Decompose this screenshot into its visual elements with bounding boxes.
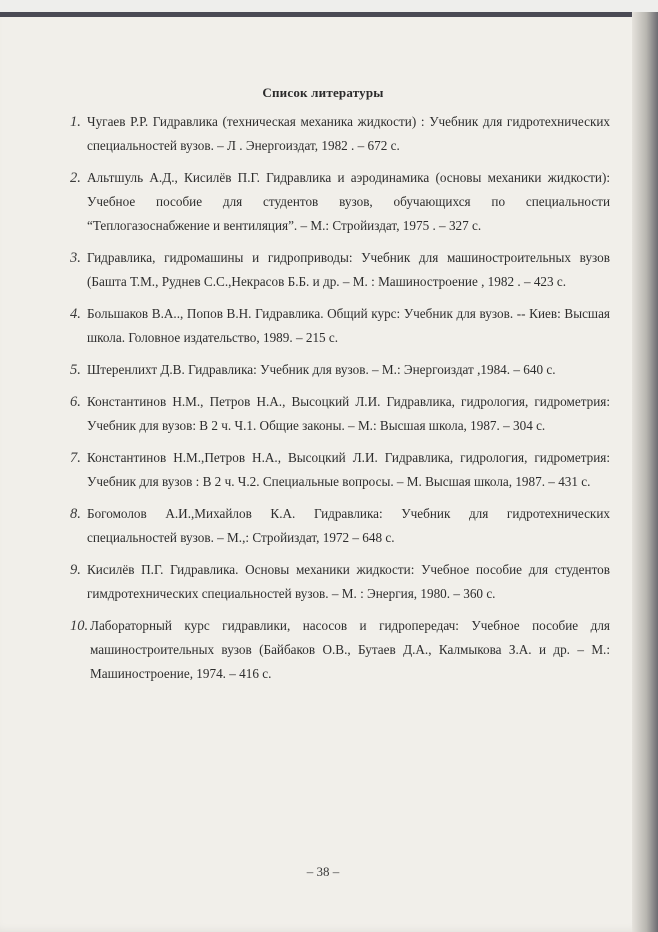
bibliography-entry-1 xyxy=(70,110,610,158)
entry-number: 9. xyxy=(70,562,81,578)
entry-text: Большаков В.А.., Попов В.Н. Гидравлика. Общий курс: Учебник для вузов. -- Киев: Высшая школа. Головное издательство, 1989. – 215 с. xyxy=(87,306,610,345)
entry-text: Константинов Н.М., Петров Н.А., Высоцкий Л.И. Гидравлика, гидрология, гидрометрия: Учебник для вузов: В 2 ч. Ч.1. Общие законы. – М.: Высшая школа, 1987. – 304 с. xyxy=(87,394,610,433)
entry-number: 4. xyxy=(70,306,81,322)
entry-number: 3. xyxy=(70,250,81,266)
bibliography-title: Список литературы xyxy=(262,85,384,100)
bibliography-entry-10 xyxy=(70,614,610,686)
entry-number: 8. xyxy=(70,506,81,522)
entry-number: 5. xyxy=(70,362,81,378)
page-number: – 38 – xyxy=(306,864,340,879)
bibliography-entry-9 xyxy=(70,558,610,606)
entry-text: Альтшуль А.Д., Кисилёв П.Г. Гидравлика и аэродинамика (основы механики жидкости): Учебное пособие для студентов вузов, обучающихся по специальности “Теплогазоснабжение и вентиляция”. – М.: Стройиздат, 1975 . – 327 с. xyxy=(87,170,610,233)
entry-number: 10. xyxy=(70,618,89,634)
bibliography-list xyxy=(70,110,610,686)
entry-number: 1. xyxy=(70,114,81,130)
bibliography-entry-5 xyxy=(70,358,610,382)
bibliography-entry-4 xyxy=(70,302,610,350)
entry-number: 2. xyxy=(70,170,81,186)
entry-text: Константинов Н.М.,Петров Н.А., Высоцкий Л.И. Гидравлика, гидрология, гидрометрия: Учебник для вузов : В 2 ч. Ч.2. Специальные вопросы. – М. Высшая школа, 1987. – 431 с. xyxy=(87,450,610,489)
bibliography-entry-7 xyxy=(70,446,610,494)
bibliography-entry-2 xyxy=(70,166,610,238)
entry-number: 6. xyxy=(70,394,81,410)
entry-text: Гидравлика, гидромашины и гидроприводы: Учебник для машиностроительных вузов (Башта Т.М., Руднев С.С.,Некрасов Б.Б. и др. – М. : Машиностроение , 1982 . – 423 с. xyxy=(87,250,610,289)
bibliography-entry-6 xyxy=(70,390,610,438)
bibliography-entry-8 xyxy=(70,502,610,550)
page-top-shadow xyxy=(0,12,640,17)
entry-text: Чугаев Р.Р. Гидравлика (техническая механика жидкости) : Учебник для гидротехнических специальностей вузов. – Л . Энергоиздат, 1982 . – 672 с. xyxy=(87,114,610,153)
entry-text: Штеренлихт Д.В. Гидравлика: Учебник для вузов. – М.: Энергоиздат ,1984. – 640 с. xyxy=(87,362,556,377)
binding-shadow xyxy=(632,12,658,932)
entry-text: Лабораторный курс гидравлики, насосов и гидропередач: Учебное пособие для машиностроительных вузов (Байбаков О.В., Бутаев Д.А., Калмыкова З.А. и др. – М.: Машиностроение, 1974. – 416 с. xyxy=(90,618,610,681)
entry-number: 7. xyxy=(70,450,81,466)
entry-text: Богомолов А.И.,Михайлов К.А. Гидравлика: Учебник для гидротехнических специальностей вузов. – М.,: Стройиздат, 1972 – 648 с. xyxy=(87,506,610,545)
bibliography-entry-3 xyxy=(70,246,610,294)
entry-text: Кисилёв П.Г. Гидравлика. Основы механики жидкости: Учебное пособие для студентов гимдротехнических специальностей вузов. – М. : Энергия, 1980. – 360 с. xyxy=(87,562,610,601)
